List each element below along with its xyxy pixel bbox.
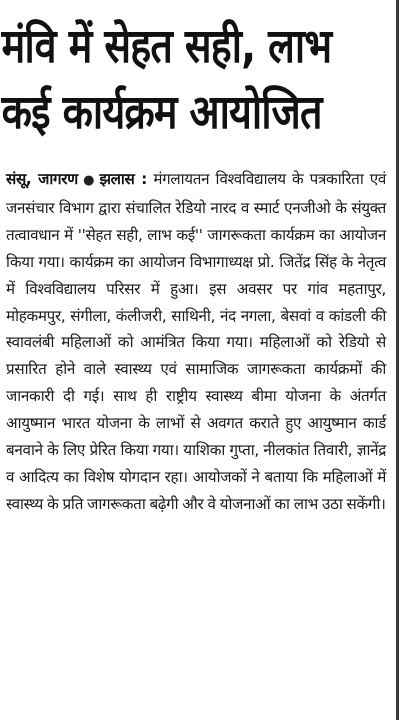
dateline-separator: ● [80,173,97,188]
article-body [0,166,392,518]
dateline-source: संसू, जागरण [6,170,78,188]
column-divider [396,0,399,720]
news-article [0,14,392,518]
headline-line-2: कई कार्यक्रम आयोजित [1,85,322,140]
article-body-text: मंगलायतन विश्वविद्यालय के पत्रकारिता एवं जनसंचार विभाग द्वारा संचालित रेडियो नारद व स्मार्ट एनजीओ के संयुक्त तत्वावधान में ''सेहत सही, लाभ कई'' जागरूकता कार्यक्रम का आयोजन किया गया। कार्यक्रम का आयोजन विभागाध्यक्ष प्रो. जितेंद्र सिंह के नेतृत्व में विश्वविद्यालय परिसर में हुआ। इस अवसर पर गांव महतापुर, मोहकमपुर, संगीला, कंलीजरी, साथिनी, नंद नगला, बेसवां व कांडली की स्वावलंबी महिलाओं को आमंत्रित किया गया। महिलाओं को रेडियो से प्रसारित होने वाले स्वास्थ्य एवं सामाजिक जागरूकता कार्यक्रमों की जानकारी दी गई। साथ ही राष्ट्रीय स्वास्थ्य बीमा योजना के अंतर्गत आयुष्मान भारत योजना के लाभों से अवगत कराते हुए आयुष्मान कार्ड बनवाने के लिए प्रेरित किया गया। याशिका गुप्ता, नीलकांत तिवारी, ज्ञानेंद्र व आदित्य का विशेष योगदान रहा। आयोजकों ने बताया कि महिलाओं में स्वास्थ्य के प्रति जागरूकता बढ़ेगी और वे योजनाओं का लाभ उठा सकेंगी। [6,170,386,513]
dateline-place: झलास : [99,170,148,188]
headline-line-1: मंवि में सेहत सही, लाभ [1,19,332,74]
article-headline [0,14,332,146]
